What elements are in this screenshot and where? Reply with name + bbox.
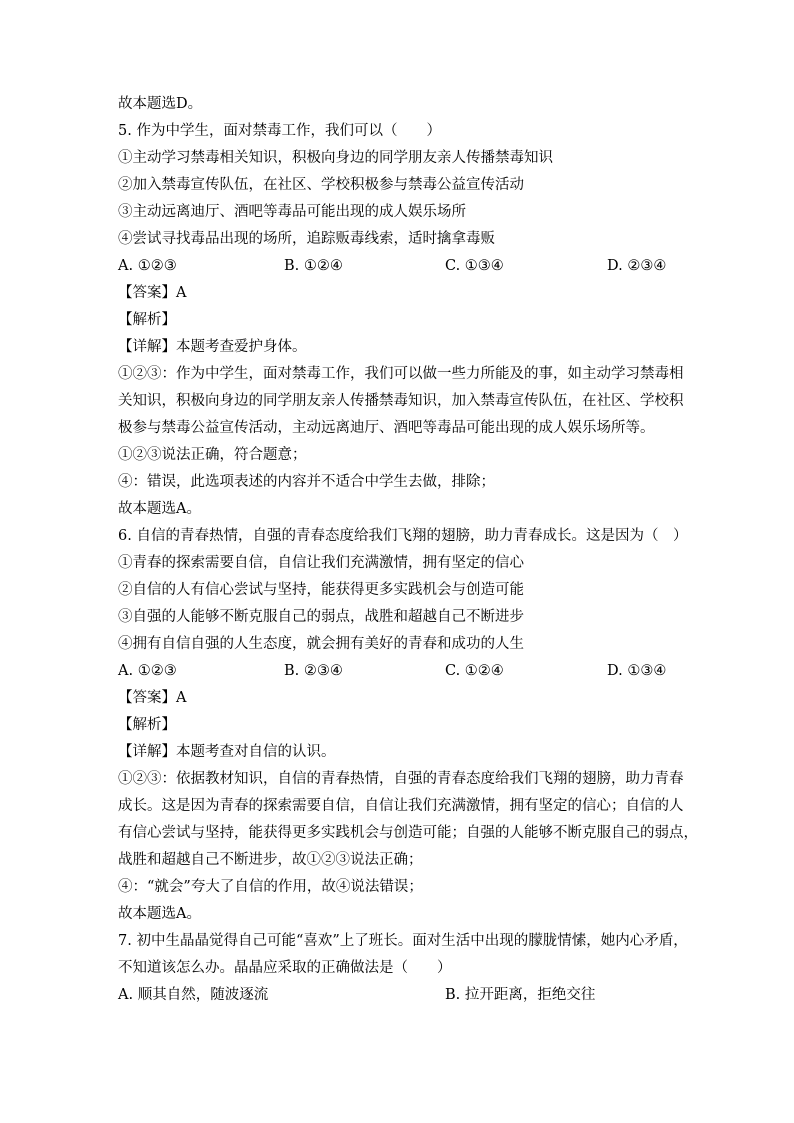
text-line: 【解析】 <box>118 717 176 733</box>
text-line: ④拥有自信自强的人生态度，就会拥有美好的青春和成功的人生 <box>118 636 524 652</box>
option-b: B. 拉开距离，拒绝交往 <box>445 987 596 1003</box>
text-line: 5. 作为中学生，面对禁毒工作，我们可以（ ） <box>118 123 441 139</box>
text-line: 故本题选D。 <box>118 96 203 112</box>
text-line: ③主动远离迪厅、酒吧等毒品可能出现的成人娱乐场所 <box>118 204 466 220</box>
text-line: ④尝试寻找毒品出现的场所，追踪贩毒线索，适时擒拿毒贩 <box>118 231 495 247</box>
option-d: D. ①③④ <box>607 663 667 679</box>
text-line: ①青春的探索需要自信，自信让我们充满激情，拥有坚定的信心 <box>118 555 524 571</box>
text-line: 【答案】A <box>118 690 187 706</box>
text-line: 【答案】A <box>118 285 187 301</box>
text-line: 成长。这是因为青春的探索需要自信，自信让我们充满激情，拥有坚定的信心；自信的人 <box>118 798 684 814</box>
text-line: 6. 自信的青春热情，自强的青春态度给我们飞翔的翅膀，助力青春成长。这是因为（ ） <box>118 528 688 544</box>
text-line: ③自强的人能够不断克服自己的弱点，战胜和超越自己不断进步 <box>118 609 524 625</box>
text-line: 不知道该怎么办。晶晶应采取的正确做法是（ ） <box>118 960 452 976</box>
text-line: ②自信的人有信心尝试与坚持，能获得更多实践机会与创造可能 <box>118 582 524 598</box>
text-line: ④：“就会”夸大了自信的作用，故④说法错误； <box>118 879 423 895</box>
text-line: 战胜和超越自己不断进步，故①②③说法正确； <box>118 852 423 868</box>
text-line: ①②③：依据教材知识，自信的青春热情，自强的青春态度给我们飞翔的翅膀，助力青春 <box>118 771 684 787</box>
text-line: 【详解】本题考查爱护身体。 <box>118 339 307 355</box>
text-line: 故本题选A。 <box>118 906 201 922</box>
text-line: ①②③说法正确，符合题意； <box>118 447 307 463</box>
text-line: 关知识，积极向身边的同学朋友亲人传播禁毒知识，加入禁毒宣传队伍，在社区、学校积 <box>118 393 684 409</box>
option-a: A. ①②③ <box>118 663 177 679</box>
text-line: 极参与禁毒公益宣传活动，主动远离迪厅、酒吧等毒品可能出现的成人娱乐场所等。 <box>118 420 655 436</box>
answer-options <box>118 658 698 685</box>
answer-options <box>118 253 698 280</box>
text-line: ①主动学习禁毒相关知识，积极向身边的同学朋友亲人传播禁毒知识 <box>118 150 553 166</box>
option-b: B. ②③④ <box>284 663 343 679</box>
text-line: 有信心尝试与坚持，能获得更多实践机会与创造可能；自强的人能够不断克服自己的弱点， <box>118 825 698 841</box>
option-c: C. ①②④ <box>445 663 504 679</box>
option-a: A. ①②③ <box>118 258 177 274</box>
text-line: 【详解】本题考查对自信的认识。 <box>118 744 336 760</box>
option-a: A. 顺其自然，随波逐流 <box>118 987 269 1003</box>
answer-options <box>118 982 698 1009</box>
option-c: C. ①③④ <box>445 258 504 274</box>
option-b: B. ①②④ <box>284 258 343 274</box>
text-line: ④：错误，此选项表述的内容并不适合中学生去做，排除； <box>118 474 495 490</box>
document-content <box>118 91 698 1009</box>
text-line: 故本题选A。 <box>118 501 201 517</box>
text-line: ①②③：作为中学生，面对禁毒工作，我们可以做一些力所能及的事，如主动学习禁毒相 <box>118 366 684 382</box>
option-d: D. ②③④ <box>607 258 667 274</box>
text-line: ②加入禁毒宣传队伍，在社区、学校积极参与禁毒公益宣传活动 <box>118 177 524 193</box>
text-line: 7. 初中生晶晶觉得自己可能“喜欢”上了班长。面对生活中出现的朦胧情愫，她内心矛盾， <box>118 933 688 949</box>
text-line: 【解析】 <box>118 312 176 328</box>
